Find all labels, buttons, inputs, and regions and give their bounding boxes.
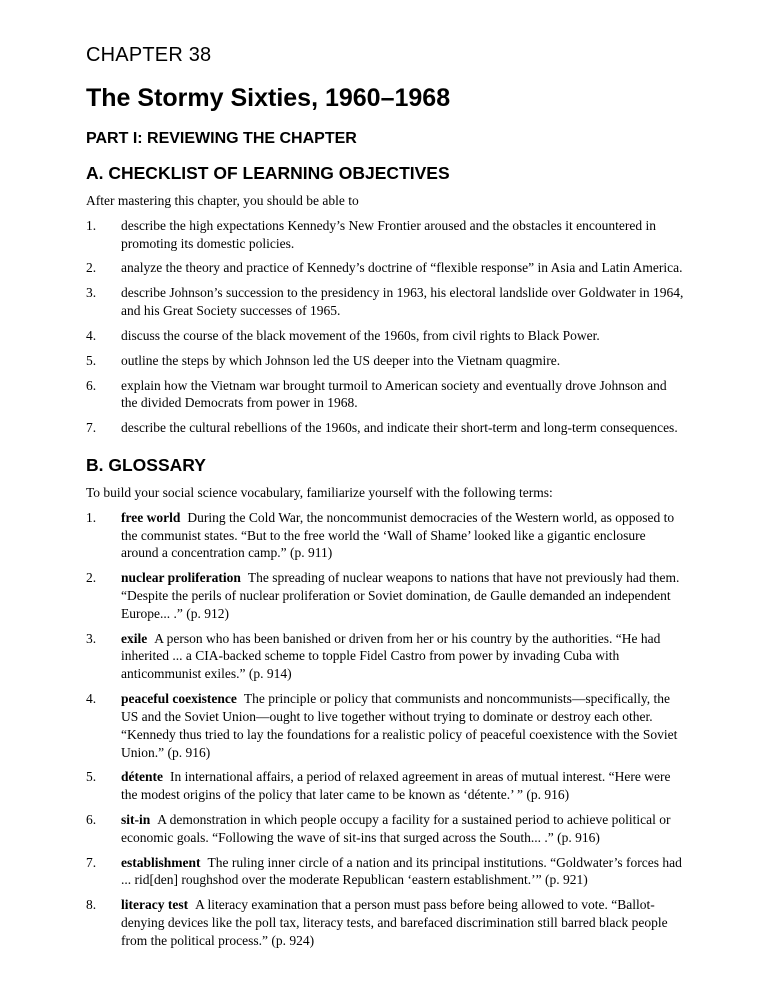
glossary-item — [86, 768, 684, 804]
item-text: explain how the Vietnam war brought turmoil to American society and eventually drove Johnson and the divided Democrats from power in 1968. — [121, 377, 667, 411]
glossary-list — [86, 509, 684, 950]
chapter-label: CHAPTER 38 — [86, 44, 212, 66]
glossary-definition-text: During the Cold War, the noncommunist democracies of the Western world, as opposed to the communist states. “But to the free world the ‘Wall of Shame’ looked like a gigantic enclosure around a concentration camp.” (p. 911) — [121, 509, 675, 561]
glossary-definition — [121, 509, 684, 562]
page-title: The Stormy Sixties, 1960–1968 — [86, 84, 451, 112]
glossary-term: détente — [121, 769, 163, 785]
glossary-item — [86, 854, 684, 890]
item-text: describe Johnson’s succession to the presidency in 1963, his electoral landslide over Goldwater in 1964, and his Great Society successes of 1965. — [121, 285, 684, 319]
glossary-item — [86, 896, 684, 949]
item-text: analyze the theory and practice of Kennedy’s doctrine of “flexible response” in Asia and Latin America. — [121, 260, 683, 276]
glossary-definition — [121, 896, 684, 949]
part-heading: PART I: REVIEWING THE CHAPTER — [86, 130, 357, 147]
item-number: 4. — [86, 691, 97, 707]
glossary-term: establishment — [121, 854, 201, 870]
glossary-definition-text: The ruling inner circle of a nation and its principal institutions. “Goldwater’s forces had ... rid[den] roughshod over the moderate Republican ‘eastern establishment.’” (p. 921) — [121, 854, 682, 888]
section-a-heading: A. CHECKLIST OF LEARNING OBJECTIVES — [86, 163, 450, 183]
glossary-definition-text: A person who has been banished or driven from her or his country by the authorities. “He had inherited ... a CIA-backed scheme to topple Fidel Castro from power by invading Cuba with anticommunist exiles.” (p. 914) — [121, 630, 661, 682]
section-a-intro: After mastering this chapter, you should be able to — [86, 193, 359, 208]
section-b-intro: To build your social science vocabulary, familiarize yourself with the following terms: — [86, 484, 553, 500]
item-number: 7. — [86, 854, 97, 870]
item-text: describe the high expectations Kennedy’s New Frontier aroused and the obstacles it encountered in promoting its domestic policies. — [121, 217, 656, 251]
item-number: 6. — [86, 811, 97, 827]
item-text: discuss the course of the black movement of the 1960s, from civil rights to Black Power. — [121, 327, 600, 343]
glossary-term: peaceful coexistence — [121, 691, 237, 707]
objective-item — [86, 352, 684, 370]
section-glossary — [86, 455, 684, 950]
glossary-term: literacy test — [121, 897, 189, 913]
item-number: 5. — [86, 769, 97, 785]
glossary-definition-text: The spreading of nuclear weapons to nations that have not previously had them. “Despite the perils of nuclear proliferation or Soviet domination, de Gaulle demanded an independent Europe... .” (p. 912) — [121, 570, 680, 621]
glossary-definition — [121, 630, 684, 683]
objective-item — [86, 419, 684, 437]
item-number: 4. — [86, 327, 97, 343]
glossary-definition-text: A demonstration in which people occupy a facility for a sustained period to achieve political or economic goals. “Following the wave of sit-ins that surged across the South... .” (p. 916) — [121, 811, 671, 845]
glossary-definition — [121, 811, 684, 847]
glossary-term: sit-in — [121, 811, 151, 827]
item-number: 1. — [86, 217, 97, 233]
item-number: 1. — [86, 509, 97, 525]
objectives-list — [86, 217, 684, 437]
item-number: 2. — [86, 260, 97, 276]
item-text: outline the steps by which Johnson led the US deeper into the Vietnam quagmire. — [121, 352, 561, 368]
item-number: 3. — [86, 630, 97, 646]
glossary-term: nuclear proliferation — [121, 570, 241, 586]
glossary-definition — [121, 569, 684, 622]
item-number: 3. — [86, 285, 97, 301]
item-text: describe the cultural rebellions of the 1960s, and indicate their short-term and long-term consequences. — [121, 420, 678, 436]
objective-item — [86, 327, 684, 345]
glossary-item — [86, 569, 684, 622]
glossary-definition — [121, 854, 684, 890]
item-number: 7. — [86, 420, 97, 436]
objective-item — [86, 217, 684, 253]
glossary-definition — [121, 690, 684, 761]
objective-item — [86, 377, 684, 413]
glossary-definition — [121, 768, 684, 804]
objective-item — [86, 284, 684, 320]
glossary-definition-text: In international affairs, a period of relaxed agreement in areas of mutual interest. “Here were the modest origins of the policy that later came to be known as ‘détente.’ ” (p. 916) — [121, 769, 671, 803]
glossary-term: exile — [121, 630, 148, 646]
glossary-definition-text: The principle or policy that communists and noncommunists—specifically, the US and the Soviet Union—ought to live together without trying to dominate or destroy each other. “Kennedy thus tried to lay the foundations for a realistic policy of peaceful coexistence with the Soviet Union.” (p. 916) — [121, 691, 678, 760]
objective-item — [86, 259, 684, 277]
glossary-definition-text: A literacy examination that a person must pass before being allowed to vote. “Ballot-denying devices like the poll tax, literacy tests, and barefaced discrimination still barred black people from the political process.” (p. 924) — [121, 897, 668, 948]
item-number: 6. — [86, 377, 97, 393]
glossary-item — [86, 811, 684, 847]
section-b-heading: B. GLOSSARY — [86, 454, 206, 475]
glossary-item — [86, 509, 684, 562]
item-number: 2. — [86, 570, 97, 586]
glossary-item — [86, 630, 684, 683]
glossary-item — [86, 690, 684, 761]
item-number: 5. — [86, 352, 97, 368]
item-number: 8. — [86, 897, 97, 913]
glossary-term: free world — [121, 509, 181, 525]
section-learning-objectives — [86, 163, 684, 437]
